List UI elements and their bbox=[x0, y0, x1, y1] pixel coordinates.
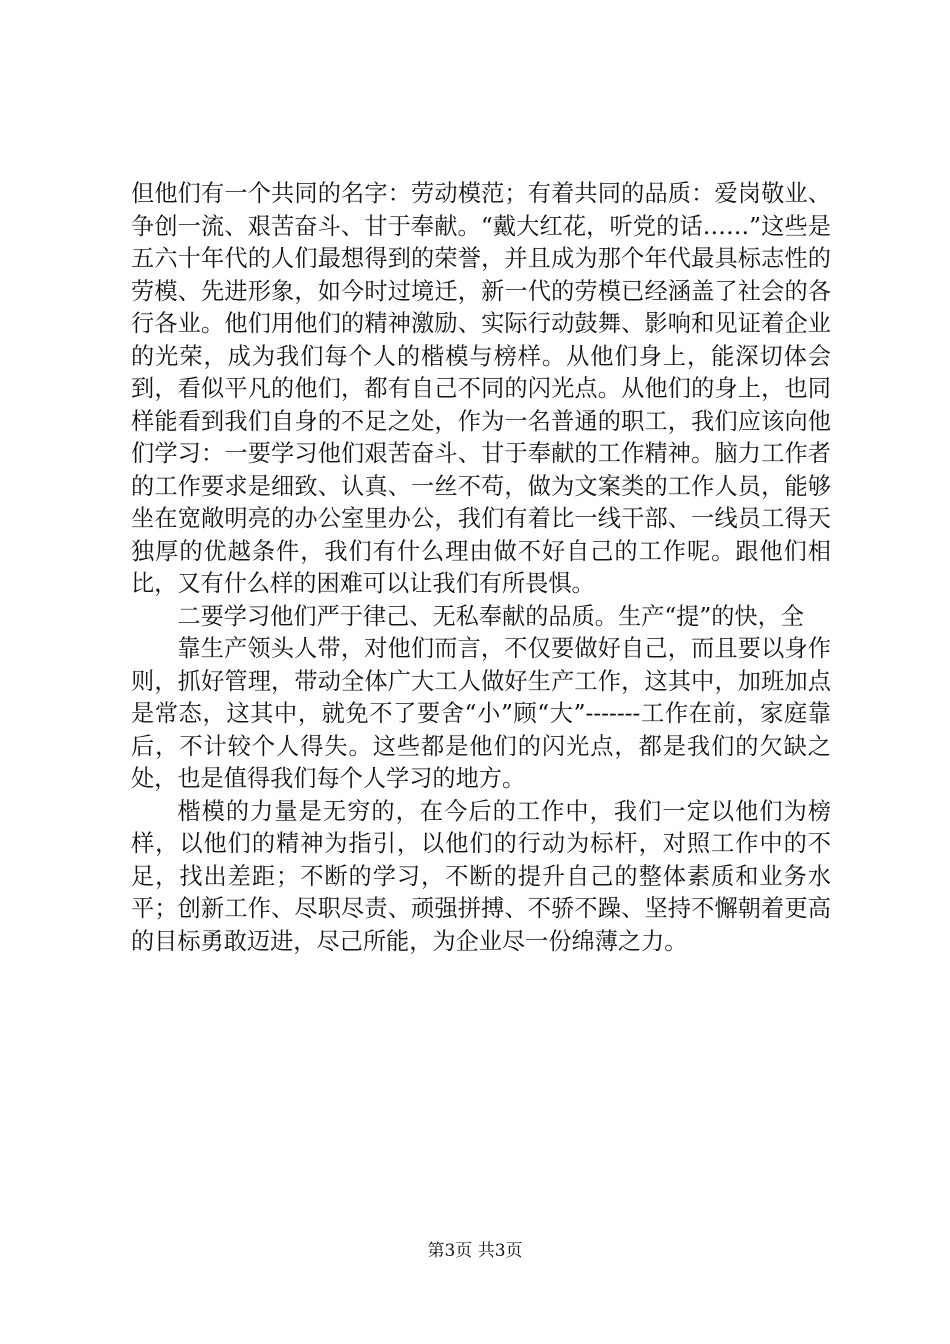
paragraph-4: 楷模的力量是无穷的，在今后的工作中，我们一定以他们为榜样，以他们的精神为指引，以他们的行动为标杆，对照工作中的不足，找出差距；不断的学习，不断的提升自己的整体素质和业务水平；创新工作、尽职尽责、顽强拼搏、不骄不躁、坚持不懈朝着更高的目标勇敢迈进，尽己所能，为企业尽一份绵薄之力。 bbox=[131, 797, 831, 955]
document-body bbox=[131, 178, 831, 958]
paragraph-2: 二要学习他们严于律己、无私奉献的品质。生产“提”的快，全 bbox=[177, 602, 804, 630]
page-number: 第3页 共3页 bbox=[427, 1241, 523, 1261]
paragraph-3: 靠生产领头人带，对他们而言，不仅要做好自己，而且要以身作则，抓好管理，带动全体广大工人做好生产工作，这其中，加班加点是常态，这其中，就免不了要舍“小”顾“大”-------工作在前，家庭靠后，不计较个人得失。这些都是他们的闪光点，都是我们的欠缺之处，也是值得我们每个人学习的地方。 bbox=[131, 635, 831, 792]
page-footer bbox=[0, 1240, 950, 1262]
paragraph-1: 但他们有一个共同的名字：劳动模范；有着共同的品质：爱岗敬业、争创一流、艰苦奋斗、甘于奉献。“戴大红花，听党的话……”这些是五六十年代的人们最想得到的荣誉，并且成为那个年代最具标志性的劳模、先进形象，如今时过境迁，新一代的劳模已经涵盖了社会的各行各业。他们用他们的精神激励、实际行动鼓舞、影响和见证着企业的光荣，成为我们每个人的楷模与榜样。从他们身上，能深切体会到，看似平凡的他们，都有自己不同的闪光点。从他们的身上，也同样能看到我们自身的不足之处，作为一名普通的职工，我们应该向他们学习：一要学习他们艰苦奋斗、甘于奉献的工作精神。脑力工作者的工作要求是细致、认真、一丝不苟，做为文案类的工作人员，能够坐在宽敞明亮的办公室里办公，我们有着比一线干部、一线员工得天独厚的优越条件，我们有什么理由做不好自己的工作呢。跟他们相比，又有什么样的困难可以让我们有所畏惧。 bbox=[131, 180, 831, 597]
